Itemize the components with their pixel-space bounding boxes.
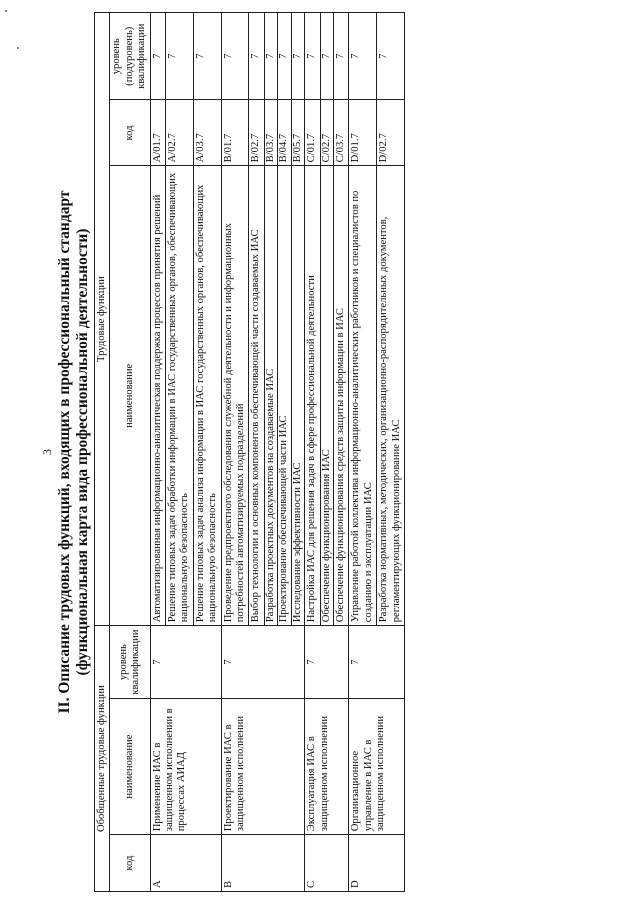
function-code: B/03.7 xyxy=(264,100,277,166)
function-level: 7 xyxy=(377,13,405,101)
function-code: D/02.7 xyxy=(377,100,405,166)
function-level: 7 xyxy=(193,13,221,101)
function-name: Обеспечение функционирования средств защиты информации в ИАС xyxy=(333,166,348,626)
header-function-name: наименование xyxy=(110,166,150,626)
function-code: A/03.7 xyxy=(193,100,221,166)
document-page xyxy=(38,12,638,892)
scan-speck xyxy=(5,10,7,12)
functional-map-table xyxy=(94,12,405,892)
function-code: B/05.7 xyxy=(291,100,304,166)
header-code: код xyxy=(110,835,150,892)
section-title-line-2: (функциональная карта вида профессиональной деятельности) xyxy=(74,228,91,676)
group-name: Организационное управление в ИАС в защищенном исполнении xyxy=(349,698,405,834)
function-name: Автоматизированная информационно-аналитическая поддержка процессов принятия решений xyxy=(150,166,165,626)
function-level: 7 xyxy=(349,13,377,101)
function-name: Решение типовых задач обработки информации в ИАС государственных органов, обеспечивающих национальную безопасность xyxy=(166,166,194,626)
group-code: B xyxy=(221,835,304,892)
function-code: A/01.7 xyxy=(150,100,165,166)
function-code: A/02.7 xyxy=(166,100,194,166)
function-name: Проведение предпроектного обследования служебной деятельности и информационных потребностей автоматизируемых подразделений xyxy=(221,166,249,626)
header-level: уровень квалификации xyxy=(110,626,150,699)
group-code: C xyxy=(305,835,349,892)
section-title xyxy=(56,12,92,892)
function-code: B/01.7 xyxy=(221,100,249,166)
function-name: Проектирование обеспечивающей части ИАС xyxy=(278,166,291,626)
function-level: 7 xyxy=(305,13,320,101)
function-name: Обеспечение функционирования ИАС xyxy=(320,166,333,626)
function-code: C/01.7 xyxy=(305,100,320,166)
function-name: Исследование эффективности ИАС xyxy=(291,166,304,626)
group-level: 7 xyxy=(349,626,405,699)
function-code: D/01.7 xyxy=(349,100,377,166)
table-row xyxy=(305,13,320,892)
group-name: Проектирование ИАС в защищенном исполнении xyxy=(221,698,304,834)
function-code: B/02.7 xyxy=(249,100,264,166)
header-sublevel: уровень (подуровень) квалификации xyxy=(110,13,150,101)
header-function-code: код xyxy=(110,100,150,166)
function-name: Разработка нормативных, методических, организационно-распорядительных документов, регламентирующих функционирование ИАС xyxy=(377,166,405,626)
function-level: 7 xyxy=(221,13,249,101)
header-generalized: Обобщенные трудовые функции xyxy=(95,626,110,892)
group-level: 7 xyxy=(221,626,304,699)
function-level: 7 xyxy=(249,13,264,101)
table-row xyxy=(221,13,249,892)
function-level: 7 xyxy=(278,13,291,101)
function-name: Управление работой коллектива информационно-аналитических работников и специалистов по созданию и эксплуатации ИАС xyxy=(349,166,377,626)
section-title-line-1: II. Описание трудовых функций, входящих в профессиональный стандарт xyxy=(56,190,73,714)
function-level: 7 xyxy=(291,13,304,101)
page-number: 3 xyxy=(40,449,54,455)
function-level: 7 xyxy=(264,13,277,101)
function-level: 7 xyxy=(333,13,348,101)
table-row xyxy=(150,13,165,892)
group-name: Применение ИАС в защищенном исполнении в процессах АИАД xyxy=(150,698,221,834)
function-code: B/04.7 xyxy=(278,100,291,166)
header-labor: Трудовые функции xyxy=(95,13,110,626)
function-name: Разработка проектных документов на создаваемые ИАС xyxy=(264,166,277,626)
group-level: 7 xyxy=(305,626,349,699)
function-level: 7 xyxy=(150,13,165,101)
group-code: D xyxy=(349,835,405,892)
group-name: Эксплуатация ИАС в защищенном исполнении xyxy=(305,698,349,834)
scan-speck xyxy=(17,47,19,49)
function-name: Настройка ИАС для решения задач в сфере профессиональной деятельности xyxy=(305,166,320,626)
function-code: C/02.7 xyxy=(320,100,333,166)
function-code: C/03.7 xyxy=(333,100,348,166)
function-level: 7 xyxy=(166,13,194,101)
function-name: Решение типовых задач анализа информации в ИАС государственных органов, обеспечивающих национальную безопасность xyxy=(193,166,221,626)
header-name: наименование xyxy=(110,698,150,834)
group-code: A xyxy=(150,835,221,892)
table-row xyxy=(349,13,377,892)
group-level: 7 xyxy=(150,626,221,699)
function-level: 7 xyxy=(320,13,333,101)
function-name: Выбор технологии и основных компонентов обеспечивающей части создаваемых ИАС xyxy=(249,166,264,626)
